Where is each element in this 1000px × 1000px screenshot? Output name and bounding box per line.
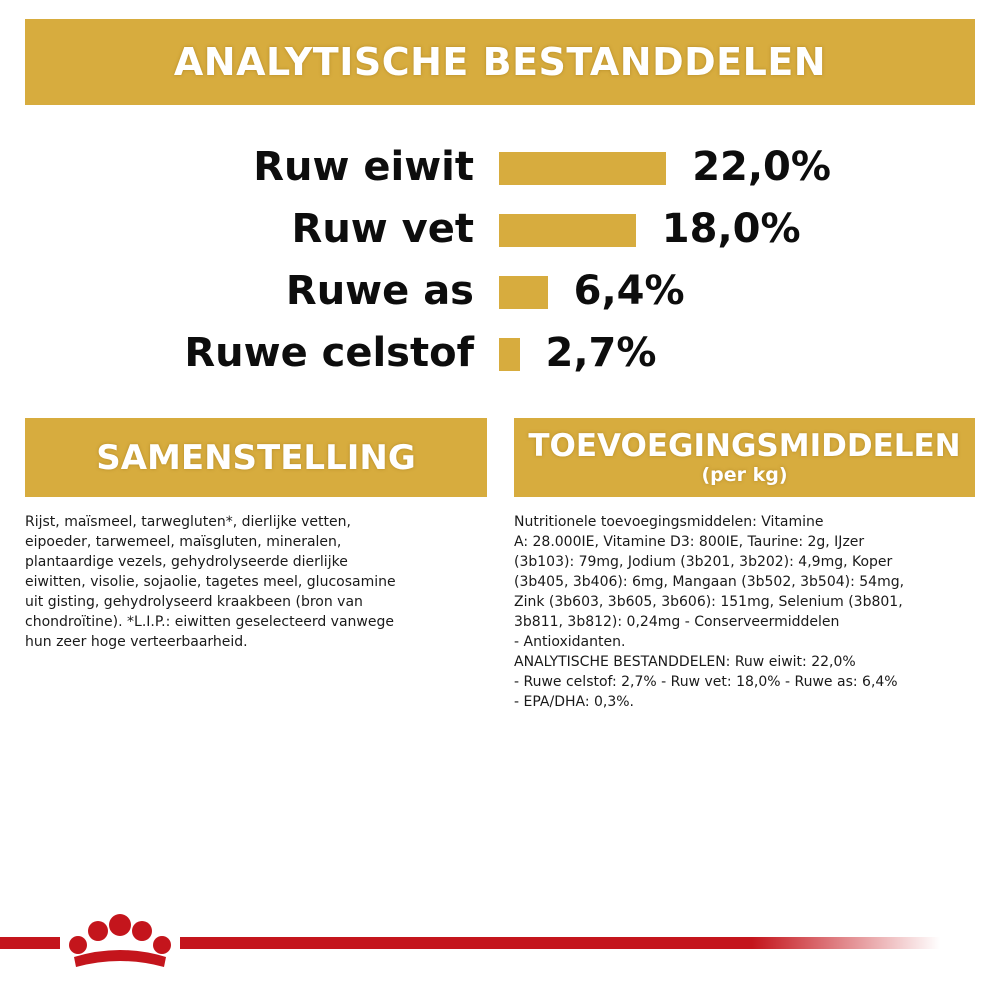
analysis-row-ash [0, 264, 1000, 324]
additives-text [514, 512, 984, 712]
composition-line: Rijst, maïsmeel, tarwegluten*, dierlijke vetten, [25, 514, 351, 530]
composition-line: plantaardige vezels, gehydrolyseerde dierlijke [25, 554, 348, 570]
additives-line: - Ruwe celstof: 2,7% - Ruw vet: 18,0% - Ruwe as: 6,4% [514, 674, 898, 690]
analysis-label: Ruwe celstof [184, 330, 474, 376]
analysis-label: Ruwe as [285, 268, 474, 314]
analysis-row-fat [0, 202, 1000, 262]
composition-line: eiwitten, visolie, sojaolie, tagetes meel, glucosamine [25, 574, 396, 590]
analysis-label: Ruw vet [291, 206, 474, 252]
analysis-row-protein [0, 140, 1000, 200]
additives-line: 3b811, 3b812): 0,24mg - Conserveermiddelen [514, 614, 840, 630]
analysis-bar [499, 152, 666, 185]
composition-line: eipoeder, tarwemeel, maïsgluten, mineralen, [25, 534, 342, 550]
composition-title: SAMENSTELLING [96, 437, 416, 478]
additives-line: Zink (3b603, 3b605, 3b606): 151mg, Selenium (3b801, [514, 594, 903, 610]
additives-title: TOEVOEGINGSMIDDELEN [528, 427, 961, 464]
royal-canin-crown-icon [60, 905, 180, 975]
composition-banner [25, 418, 487, 497]
analysis-header-title: ANALYTISCHE BESTANDDELEN [173, 40, 827, 84]
analysis-bar [499, 338, 520, 371]
additives-subtitle: (per kg) [701, 463, 788, 486]
additives-line: Nutritionele toevoegingsmiddelen: Vitamine [514, 514, 824, 530]
analysis-bar [499, 214, 636, 247]
composition-line: uit gisting, gehydrolyseerd kraakbeen (bron van [25, 594, 363, 610]
additives-line: - Antioxidanten. [514, 634, 626, 650]
analysis-value: 6,4% [573, 268, 685, 314]
analysis-value: 18,0% [661, 206, 801, 252]
composition-line: hun zeer hoge verteerbaarheid. [25, 634, 248, 650]
additives-line: (3b103): 79mg, Jodium (3b201, 3b202): 4,9mg, Koper [514, 554, 893, 570]
analysis-value: 22,0% [692, 144, 831, 190]
additives-line: A: 28.000IE, Vitamine D3: 800IE, Taurine: 2g, IJzer [514, 534, 865, 550]
composition-text [25, 512, 485, 652]
additives-banner [514, 418, 975, 497]
analysis-value: 2,7% [545, 330, 657, 376]
additives-line: (3b405, 3b406): 6mg, Mangaan (3b502, 3b504): 54mg, [514, 574, 905, 590]
additives-line: ANALYTISCHE BESTANDDELEN: Ruw eiwit: 22,0% [514, 654, 856, 670]
analysis-row-fibre [0, 326, 1000, 386]
analysis-label: Ruw eiwit [253, 144, 474, 190]
analysis-header-banner [25, 19, 975, 105]
composition-line: chondroïtine). *L.I.P.: eiwitten geselecteerd vanwege [25, 614, 394, 630]
additives-line: - EPA/DHA: 0,3%. [514, 694, 635, 710]
analysis-bar [499, 276, 548, 309]
analysis-chart [0, 140, 1000, 400]
